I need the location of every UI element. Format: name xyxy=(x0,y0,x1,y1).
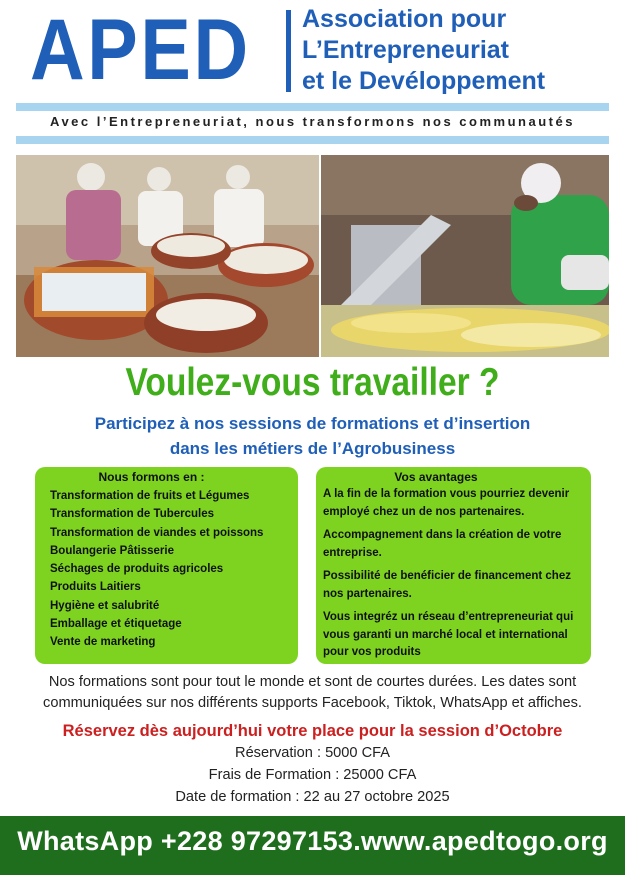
advantage-item: Accompagnement dans la création de votre entreprise. xyxy=(323,529,562,559)
training-list-panel xyxy=(35,467,298,664)
list-item: Transformation de viandes et poissons xyxy=(50,526,264,539)
advantage-item: A la fin de la formation vous pourriez devenir employé chez un de nos partenaires. xyxy=(323,488,570,518)
advantage-item: Vous integréz un réseau d’entrepreneuriat qui vous garanti un marché local et international pour vos produits xyxy=(323,611,574,658)
list-item: Boulangerie Pâtisserie xyxy=(50,544,174,557)
reservation-fee: Réservation : 5000 CFA xyxy=(235,745,390,761)
training-list-title: Nous formons en : xyxy=(98,470,205,484)
advantage-item: Possibilité de benéficier de financement chez nos partenaires. xyxy=(323,570,571,600)
brand-divider xyxy=(286,10,291,92)
photo-women-processing-food xyxy=(16,155,319,357)
advantages-title: Vos avantages xyxy=(394,470,478,484)
reservation-call-to-action: Réservez dès aujourd’hui votre place pour la session d’Octobre xyxy=(62,722,563,740)
bottom-divider-bar xyxy=(16,136,609,144)
list-item: Transformation de Tubercules xyxy=(50,508,215,521)
training-fee: Frais de Formation : 25000 CFA xyxy=(208,767,417,783)
brand-logo-text: APED xyxy=(30,2,251,98)
org-name-line-1: Association pour xyxy=(302,5,507,33)
subheadline-line-2: dans les métiers de l’Agrobusiness xyxy=(169,439,456,458)
tagline: Avec l’Entrepreneuriat, nous transformons nos communautés xyxy=(50,114,575,129)
list-item: Transformation de fruits et Légumes xyxy=(50,490,250,502)
advantages-panel xyxy=(316,467,591,664)
advantages-list xyxy=(323,486,585,662)
training-list xyxy=(50,487,298,652)
list-item: Vente de marketing xyxy=(50,636,156,649)
note-line-1: Nos formations sont pour tout le monde et sont de courtes durées. Les dates sont xyxy=(48,674,577,690)
top-divider-bar xyxy=(16,103,609,111)
organization-full-name xyxy=(302,4,545,97)
org-name-line-3: et le Devéloppement xyxy=(302,67,546,95)
list-item: Séchages de produits agricoles xyxy=(50,563,224,576)
main-headline: Voulez-vous travailler ? xyxy=(125,361,500,404)
footer-contact: WhatsApp +228 97297153.www.apedtogo.org xyxy=(17,826,608,856)
list-item: Emballage et étiquetage xyxy=(50,618,182,631)
photo-factory-worker-processing-line xyxy=(321,155,609,357)
org-name-line-2: L’Entrepreneuriat xyxy=(302,36,509,64)
note-line-2: communiquées sur nos différents supports Facebook, Tiktok, WhatsApp et affiches. xyxy=(43,695,582,711)
training-dates: Date de formation : 22 au 27 octobre 2025 xyxy=(175,789,450,805)
list-item: Produits Laitiers xyxy=(50,581,141,594)
list-item: Hygiène et salubrité xyxy=(50,599,160,612)
subheadline-line-1: Participez à nos sessions de formations et d’insertion xyxy=(94,414,531,433)
